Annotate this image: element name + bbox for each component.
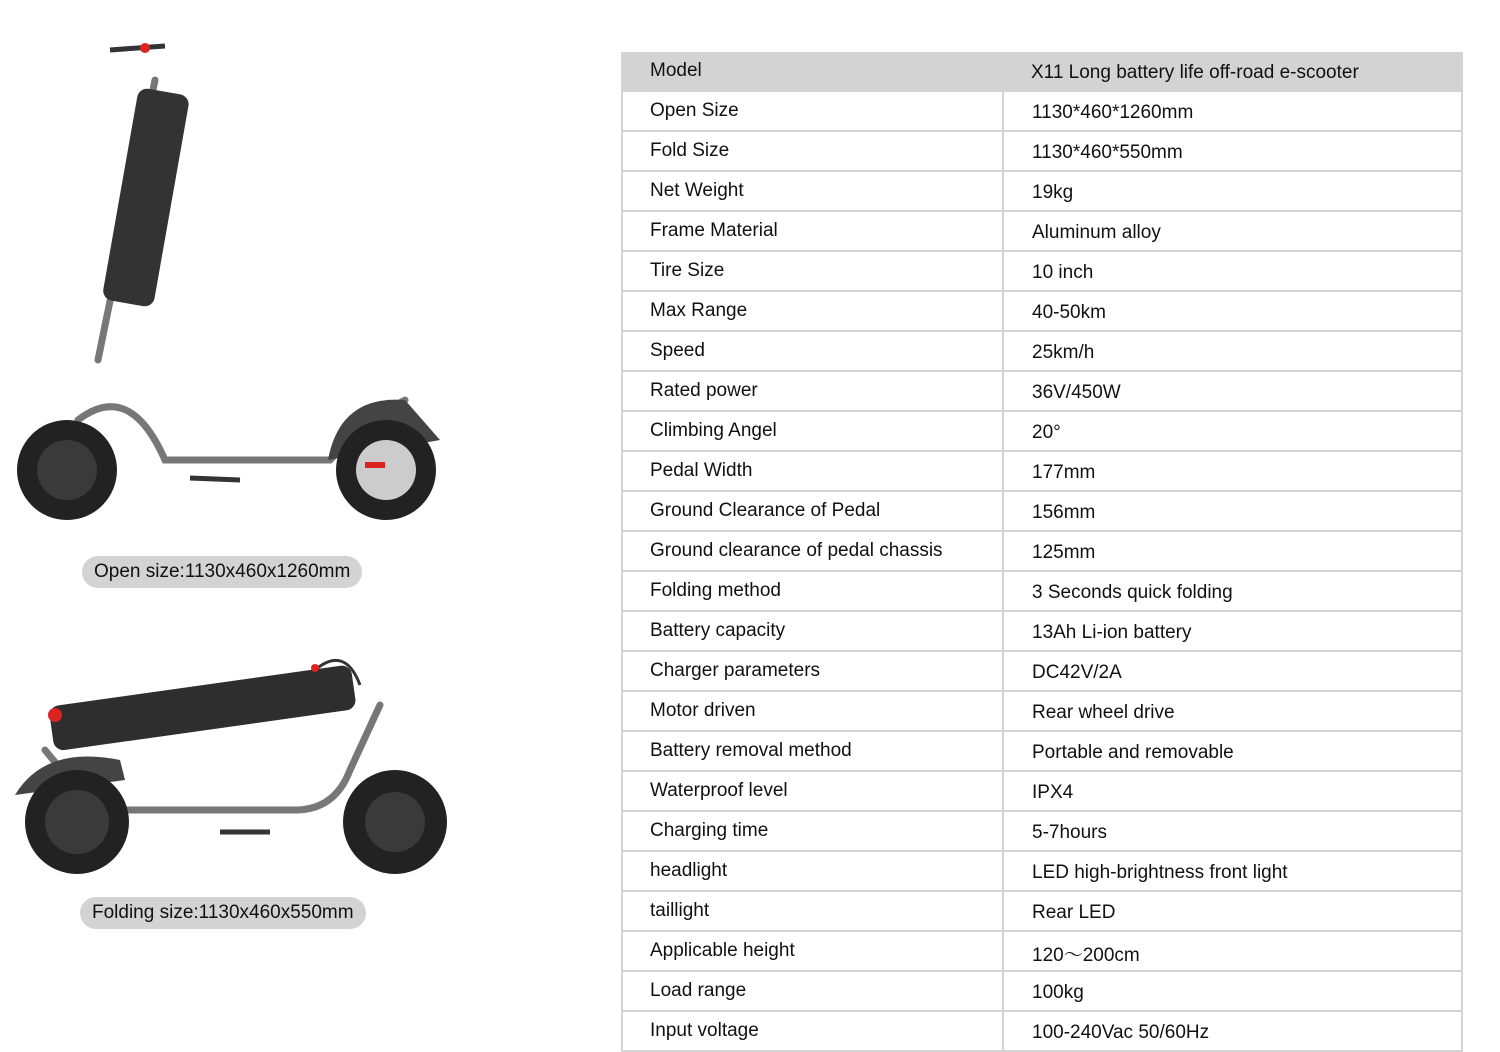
spec-value: 177mm [1003, 451, 1462, 491]
spec-label: Ground clearance of pedal chassis [622, 531, 1003, 571]
spec-label: Waterproof level [622, 771, 1003, 811]
spec-value: DC42V/2A [1003, 651, 1462, 691]
table-row [622, 891, 1462, 931]
table-row [622, 851, 1462, 891]
table-row [622, 371, 1462, 411]
spec-value: 13Ah Li-ion battery [1003, 611, 1462, 651]
spec-value: 120～200cm [1003, 931, 1462, 971]
table-row [622, 131, 1462, 171]
spec-label: Input voltage [622, 1011, 1003, 1051]
spec-value: 125mm [1003, 531, 1462, 571]
open-scooter-image [10, 40, 450, 530]
spec-label: Battery capacity [622, 611, 1003, 651]
spec-label: Frame Material [622, 211, 1003, 251]
table-row [622, 811, 1462, 851]
table-row [622, 651, 1462, 691]
spec-value: 40-50km [1003, 291, 1462, 331]
spec-value: 36V/450W [1003, 371, 1462, 411]
spec-value: 1130*460*1260mm [1003, 91, 1462, 131]
table-row [622, 171, 1462, 211]
table-row [622, 451, 1462, 491]
spec-value: Aluminum alloy [1003, 211, 1462, 251]
spec-label: Open Size [622, 91, 1003, 131]
table-header-row [622, 52, 1462, 91]
spec-value: 100kg [1003, 971, 1462, 1011]
spec-value: 100-240Vac 50/60Hz [1003, 1011, 1462, 1051]
spec-label: Speed [622, 331, 1003, 371]
spec-table [621, 52, 1463, 1052]
table-row [622, 1011, 1462, 1051]
spec-value: 19kg [1003, 171, 1462, 211]
spec-label: Battery removal method [622, 731, 1003, 771]
spec-label: Motor driven [622, 691, 1003, 731]
table-row [622, 931, 1462, 971]
spec-label: Load range [622, 971, 1003, 1011]
spec-value: X11 Long battery life off-road e-scooter [1003, 52, 1462, 91]
spec-label: taillight [622, 891, 1003, 931]
table-row [622, 331, 1462, 371]
open-size-caption: Open size:1130x460x1260mm [82, 556, 362, 588]
table-row [622, 571, 1462, 611]
table-row [622, 251, 1462, 291]
table-row [622, 211, 1462, 251]
table-row [622, 491, 1462, 531]
spec-label: Folding method [622, 571, 1003, 611]
spec-label: Charger parameters [622, 651, 1003, 691]
spec-label: Ground Clearance of Pedal [622, 491, 1003, 531]
spec-label: Tire Size [622, 251, 1003, 291]
table-row [622, 291, 1462, 331]
table-row [622, 731, 1462, 771]
spec-value: IPX4 [1003, 771, 1462, 811]
spec-value: 3 Seconds quick folding [1003, 571, 1462, 611]
table-row [622, 691, 1462, 731]
spec-value: 25km/h [1003, 331, 1462, 371]
spec-value: 1130*460*550mm [1003, 131, 1462, 171]
spec-value: 156mm [1003, 491, 1462, 531]
spec-label: Climbing Angel [622, 411, 1003, 451]
spec-value: Rear LED [1003, 891, 1462, 931]
spec-label: Model [622, 52, 1003, 91]
spec-value: 5-7hours [1003, 811, 1462, 851]
table-row [622, 971, 1462, 1011]
spec-label: Charging time [622, 811, 1003, 851]
spec-value: Portable and removable [1003, 731, 1462, 771]
table-row [622, 771, 1462, 811]
spec-label: Rated power [622, 371, 1003, 411]
table-row [622, 531, 1462, 571]
spec-label: headlight [622, 851, 1003, 891]
folded-scooter-image [5, 650, 450, 880]
spec-label: Pedal Width [622, 451, 1003, 491]
spec-value: LED high-brightness front light [1003, 851, 1462, 891]
spec-label: Applicable height [622, 931, 1003, 971]
spec-label: Max Range [622, 291, 1003, 331]
spec-label: Net Weight [622, 171, 1003, 211]
table-row [622, 411, 1462, 451]
spec-value: 10 inch [1003, 251, 1462, 291]
spec-label: Fold Size [622, 131, 1003, 171]
table-row [622, 91, 1462, 131]
spec-value: Rear wheel drive [1003, 691, 1462, 731]
table-row [622, 611, 1462, 651]
spec-value: 20° [1003, 411, 1462, 451]
folding-size-caption: Folding size:1130x460x550mm [80, 897, 366, 929]
